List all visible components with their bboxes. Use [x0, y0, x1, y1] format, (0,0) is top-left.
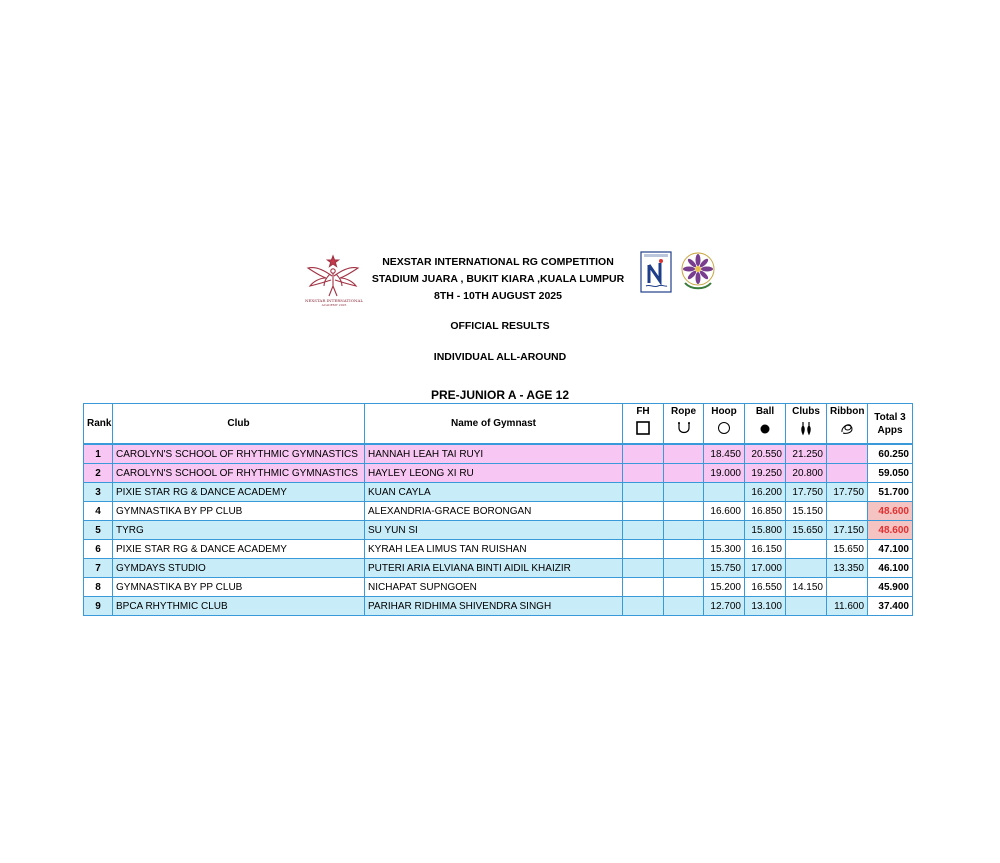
- competition-name: NEXSTAR INTERNATIONAL RG COMPETITION: [382, 256, 614, 268]
- cell-total: 48.600: [868, 502, 913, 521]
- cell-rope: [664, 521, 704, 540]
- cell-clubs: [786, 540, 827, 559]
- cell-club: GYMDAYS STUDIO: [113, 559, 365, 578]
- cell-rope: [664, 483, 704, 502]
- cell-ribbon: [827, 464, 868, 483]
- cell-name: HANNAH LEAH TAI RUYI: [365, 444, 623, 464]
- cell-hoop: 15.300: [704, 540, 745, 559]
- cell-name: PUTERI ARIA ELVIANA BINTI AIDIL KHAIZIR: [365, 559, 623, 578]
- cell-total: 45.900: [868, 578, 913, 597]
- table-row: [84, 559, 913, 578]
- table-row: [84, 464, 913, 483]
- competition-dates: 8TH - 10TH AUGUST 2025: [434, 290, 562, 302]
- cell-fh: [623, 521, 664, 540]
- cell-clubs: 14.150: [786, 578, 827, 597]
- table-row: [84, 597, 913, 616]
- col-total: [868, 404, 913, 445]
- cell-name: NICHAPAT SUPNGOEN: [365, 578, 623, 597]
- cell-club: CAROLYN'S SCHOOL OF RHYTHMIC GYMNASTICS: [113, 464, 365, 483]
- cell-fh: [623, 464, 664, 483]
- col-hoop: [704, 404, 745, 445]
- cell-clubs: [786, 597, 827, 616]
- cell-club: CAROLYN'S SCHOOL OF RHYTHMIC GYMNASTICS: [113, 444, 365, 464]
- cell-name: HAYLEY LEONG XI RU: [365, 464, 623, 483]
- col-hoop-label: Hoop: [711, 406, 737, 417]
- cell-fh: [623, 444, 664, 464]
- competition-venue: STADIUM JUARA , BUKIT KIARA ,KUALA LUMPUR: [371, 273, 625, 285]
- cell-rank: 8: [84, 578, 113, 597]
- cell-club: TYRG: [113, 521, 365, 540]
- cell-hoop: [704, 483, 745, 502]
- cell-rope: [664, 559, 704, 578]
- cell-clubs: 21.250: [786, 444, 827, 464]
- cell-total: 51.700: [868, 483, 913, 502]
- cell-ball: 16.550: [745, 578, 786, 597]
- cell-name: PARIHAR RIDHIMA SHIVENDRA SINGH: [365, 597, 623, 616]
- cell-ribbon: [827, 444, 868, 464]
- col-fh: [623, 404, 664, 445]
- ribbon-icon: [839, 420, 855, 436]
- cell-rank: 5: [84, 521, 113, 540]
- gymnast-emblem-icon: [640, 251, 672, 293]
- cell-rank: 9: [84, 597, 113, 616]
- logo-org-text: NEXSTAR INTERNATIONAL: [304, 298, 364, 303]
- cell-hoop: 12.700: [704, 597, 745, 616]
- cell-club: PIXIE STAR RG & DANCE ACADEMY: [113, 483, 365, 502]
- cell-ball: 19.250: [745, 464, 786, 483]
- table-header-row: [84, 404, 913, 445]
- cell-rank: 2: [84, 464, 113, 483]
- cell-club: BPCA RHYTHMIC CLUB: [113, 597, 365, 616]
- cell-club: PIXIE STAR RG & DANCE ACADEMY: [113, 540, 365, 559]
- cell-name: ALEXANDRIA-GRACE BORONGAN: [365, 502, 623, 521]
- cell-name: KYRAH LEA LIMUS TAN RUISHAN: [365, 540, 623, 559]
- col-rope-label: Rope: [671, 406, 696, 417]
- cell-ribbon: 15.650: [827, 540, 868, 559]
- cell-hoop: 18.450: [704, 444, 745, 464]
- hoop-icon: [716, 420, 732, 436]
- cell-hoop: 15.200: [704, 578, 745, 597]
- cell-clubs: [786, 559, 827, 578]
- cell-total: 59.050: [868, 464, 913, 483]
- logo-org-subtext: ACADEMY 2025: [321, 303, 347, 307]
- cell-ball: 17.000: [745, 559, 786, 578]
- cell-hoop: 16.600: [704, 502, 745, 521]
- cell-hoop: 15.750: [704, 559, 745, 578]
- cell-rank: 1: [84, 444, 113, 464]
- col-clubs-label: Clubs: [792, 406, 820, 417]
- cell-clubs: 17.750: [786, 483, 827, 502]
- cell-rope: [664, 578, 704, 597]
- table-row: [84, 444, 913, 464]
- cell-rope: [664, 502, 704, 521]
- cell-fh: [623, 502, 664, 521]
- association-logo: [679, 249, 717, 293]
- winged-star-icon: [304, 250, 362, 300]
- cell-ribbon: 13.350: [827, 559, 868, 578]
- table-row: [84, 540, 913, 559]
- cell-ball: 16.150: [745, 540, 786, 559]
- cell-ribbon: 11.600: [827, 597, 868, 616]
- cell-rope: [664, 540, 704, 559]
- cell-total: 37.400: [868, 597, 913, 616]
- cell-total: 47.100: [868, 540, 913, 559]
- competition-header: [360, 254, 636, 305]
- cell-fh: [623, 597, 664, 616]
- event-title: INDIVIDUAL ALL-AROUND: [433, 351, 567, 363]
- col-ribbon: [827, 404, 868, 445]
- table-row: [84, 521, 913, 540]
- cell-rank: 6: [84, 540, 113, 559]
- cell-ribbon: 17.150: [827, 521, 868, 540]
- cell-rank: 7: [84, 559, 113, 578]
- cell-rank: 3: [84, 483, 113, 502]
- ball-icon: [757, 420, 773, 436]
- cell-ribbon: [827, 502, 868, 521]
- cell-rope: [664, 464, 704, 483]
- cell-name: KUAN CAYLA: [365, 483, 623, 502]
- cell-fh: [623, 540, 664, 559]
- cell-ball: 13.100: [745, 597, 786, 616]
- cell-ball: 16.200: [745, 483, 786, 502]
- square-outline-icon: [635, 420, 651, 436]
- cell-fh: [623, 559, 664, 578]
- nexstar-logo: [304, 250, 362, 312]
- col-name: Name of Gymnast: [365, 404, 623, 445]
- cell-fh: [623, 483, 664, 502]
- cell-fh: [623, 578, 664, 597]
- rope-icon: [676, 420, 692, 436]
- cell-rope: [664, 597, 704, 616]
- col-rope: [664, 404, 704, 445]
- col-ribbon-label: Ribbon: [830, 406, 865, 417]
- cell-ribbon: 17.750: [827, 483, 868, 502]
- cell-hoop: 19.000: [704, 464, 745, 483]
- col-ball: [745, 404, 786, 445]
- cell-total: 46.100: [868, 559, 913, 578]
- flower-emblem-icon: [679, 249, 717, 293]
- col-total-label-1: Total 3: [874, 411, 906, 423]
- category-title: PRE-JUNIOR A - AGE 12: [430, 388, 570, 402]
- col-total-label-2: Apps: [877, 424, 903, 436]
- table-row: [84, 483, 913, 502]
- col-ball-label: Ball: [755, 406, 775, 417]
- col-clubs: [786, 404, 827, 445]
- federation-logo: [640, 251, 672, 293]
- cell-ball: 16.850: [745, 502, 786, 521]
- cell-total: 60.250: [868, 444, 913, 464]
- cell-club: GYMNASTIKA BY PP CLUB: [113, 578, 365, 597]
- cell-ribbon: [827, 578, 868, 597]
- clubs-icon: [798, 420, 814, 436]
- table-row: [84, 502, 913, 521]
- cell-name: SU YUN SI: [365, 521, 623, 540]
- cell-clubs: 20.800: [786, 464, 827, 483]
- cell-clubs: 15.150: [786, 502, 827, 521]
- cell-rank: 4: [84, 502, 113, 521]
- cell-ball: 20.550: [745, 444, 786, 464]
- cell-club: GYMNASTIKA BY PP CLUB: [113, 502, 365, 521]
- cell-rope: [664, 444, 704, 464]
- cell-clubs: 15.650: [786, 521, 827, 540]
- official-results-title: OFFICIAL RESULTS: [450, 320, 550, 332]
- table-row: [84, 578, 913, 597]
- cell-total: 48.600: [868, 521, 913, 540]
- cell-hoop: [704, 521, 745, 540]
- col-club: Club: [113, 404, 365, 445]
- col-rank: Rank: [84, 404, 113, 445]
- results-table: [83, 403, 913, 616]
- cell-ball: 15.800: [745, 521, 786, 540]
- col-fh-label: FH: [636, 406, 650, 417]
